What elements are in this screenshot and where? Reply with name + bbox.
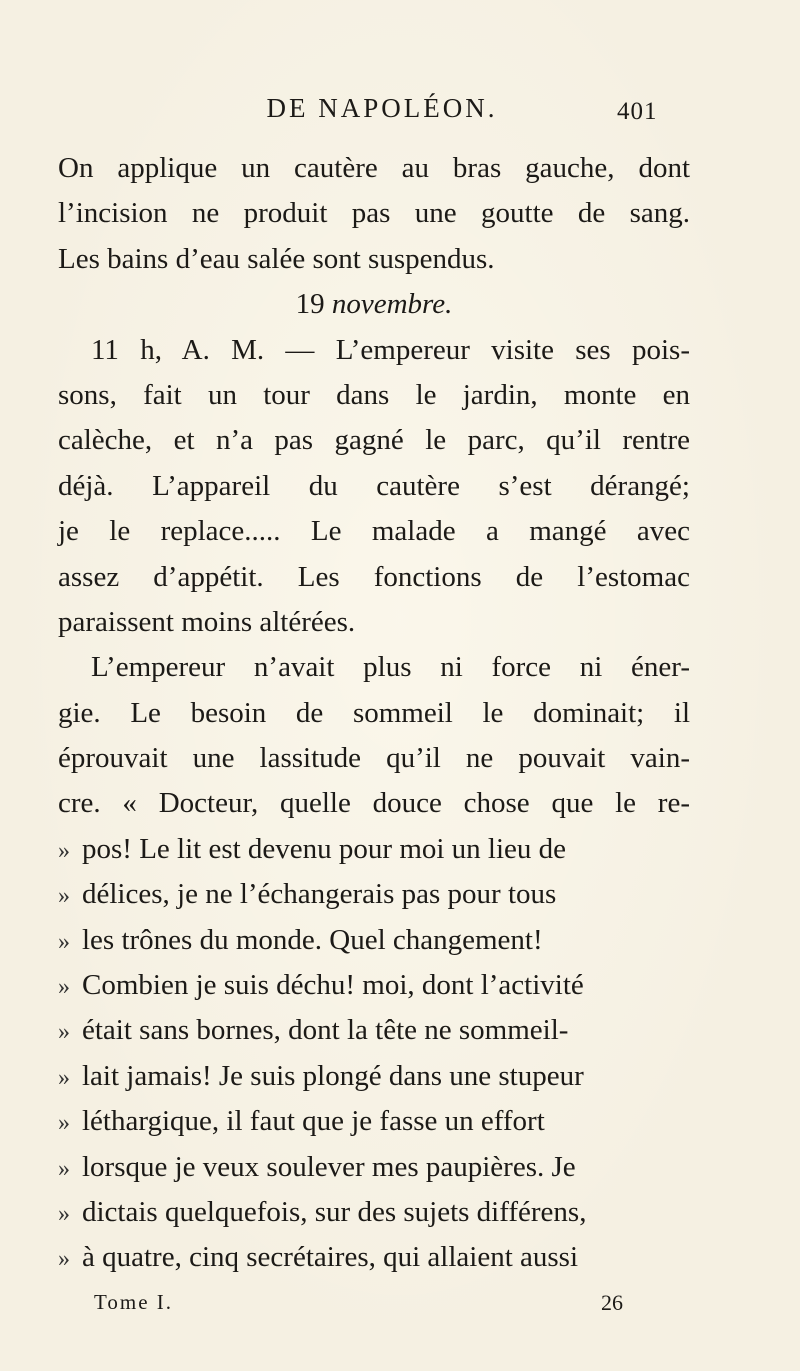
volume-label: Tome I. xyxy=(94,1290,174,1314)
dateline-month: novembre. xyxy=(331,288,453,321)
quote-mark: » xyxy=(58,1064,70,1091)
quote-line xyxy=(58,827,690,872)
quote-mark: » xyxy=(58,928,70,955)
quote-line xyxy=(58,1054,690,1099)
text-line: déjà. L’appareil du cautère s’est dérangé; xyxy=(58,469,690,502)
quote-mark: » xyxy=(58,883,70,910)
body-text xyxy=(58,146,690,1281)
quote-text: délices, je ne l’échangerais pas pour tous xyxy=(82,878,557,911)
signature-mark: 26 xyxy=(601,1290,623,1315)
quote-line xyxy=(58,1008,690,1053)
quote-line xyxy=(58,963,690,1008)
text-line: éprouvait une lassitude qu’il ne pouvait vain- xyxy=(58,742,690,775)
quote-text: dictais quelquefois, sur des sujets différens, xyxy=(82,1195,587,1228)
quote-line xyxy=(58,1190,690,1235)
quote-text: Combien je suis déchu! moi, dont l’activité xyxy=(82,969,584,1002)
quote-mark: » xyxy=(58,1110,70,1137)
quote-text: lorsque je veux soulever mes paupières. Je xyxy=(82,1150,576,1183)
running-title: DE NAPOLÉON. xyxy=(266,93,498,123)
text-line: sons, fait un tour dans le jardin, monte en xyxy=(58,378,690,411)
quote-line xyxy=(58,918,690,963)
text-line: l’incision ne produit pas une goutte de sang. xyxy=(58,197,690,230)
quote-mark: » xyxy=(58,1019,70,1046)
quote-line xyxy=(58,1099,690,1144)
text-line: assez d’appétit. Les fonctions de l’estomac xyxy=(58,560,690,593)
page-footer xyxy=(0,1290,800,1324)
quote-text: lait jamais! Je suis plongé dans une stupeur xyxy=(82,1059,584,1092)
text-line: 11 h, A. M. — L’empereur visite ses pois- xyxy=(91,333,690,366)
text-line: gie. Le besoin de sommeil le dominait; il xyxy=(58,696,690,729)
quote-text: pos! Le lit est devenu pour moi un lieu de xyxy=(82,832,567,865)
text-line: calèche, et n’a pas gagné le parc, qu’il rentre xyxy=(58,424,690,457)
text-line: On applique un cautère au bras gauche, dont xyxy=(58,152,690,184)
quote-text: les trônes du monde. Quel changement! xyxy=(82,923,543,956)
quote-line xyxy=(58,872,690,917)
page-number: 401 xyxy=(617,98,658,125)
quote-text: à quatre, cinq secrétaires, qui allaient aussi xyxy=(82,1241,579,1274)
text-line: L’empereur n’avait plus ni force ni éner- xyxy=(91,651,690,684)
quote-mark: » xyxy=(58,974,70,1001)
quote-mark: » xyxy=(58,1155,70,1182)
quote-mark: » xyxy=(58,1200,70,1227)
quote-mark: » xyxy=(58,1246,70,1273)
dateline xyxy=(58,282,690,327)
quote-text: léthargique, il faut que je fasse un effort xyxy=(82,1105,545,1138)
quote-line xyxy=(58,1145,690,1190)
quote-line xyxy=(58,1235,690,1280)
text-line: je le replace..... Le malade a mangé avec xyxy=(58,515,690,548)
text-line: cre. « Docteur, quelle douce chose que le re- xyxy=(58,787,690,820)
text-line: Les bains d’eau salée sont suspendus. xyxy=(58,242,495,275)
quote-text: était sans bornes, dont la tête ne sommeil- xyxy=(82,1014,569,1047)
page-header xyxy=(0,93,800,137)
text-line: paraissent moins altérées. xyxy=(58,605,356,638)
dateline-day: 19 xyxy=(295,288,325,321)
quote-mark: » xyxy=(58,837,70,864)
